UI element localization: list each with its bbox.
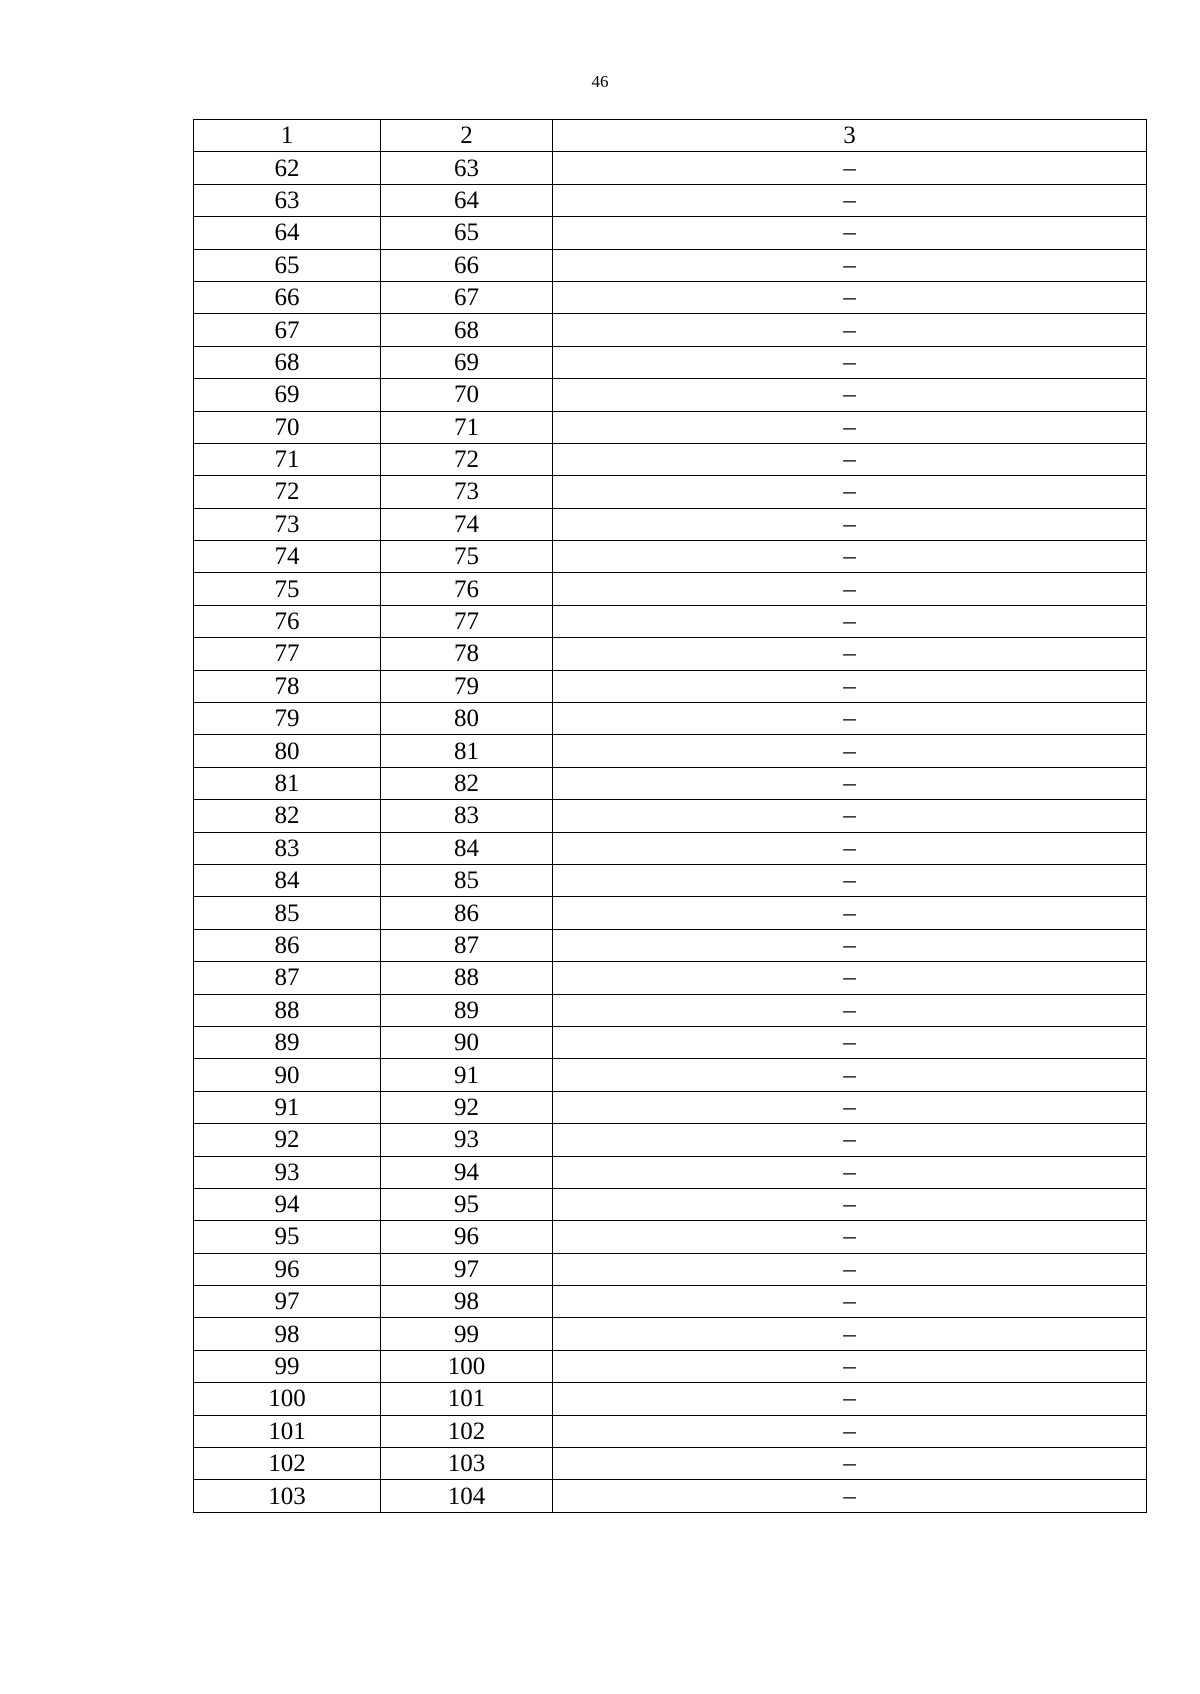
table-cell-col3: – <box>553 605 1147 637</box>
table-row <box>194 1188 1147 1220</box>
table-cell-col3: – <box>553 184 1147 216</box>
table-cell-col2: 82 <box>381 767 553 799</box>
table-cell-col1: 85 <box>194 897 381 929</box>
table-cell-col2: 90 <box>381 1026 553 1058</box>
table-cell-col1: 82 <box>194 800 381 832</box>
table-cell-col3: – <box>553 1286 1147 1318</box>
page-number: 46 <box>591 72 609 91</box>
table-cell-col2: 73 <box>381 476 553 508</box>
table-cell-col1: 94 <box>194 1188 381 1220</box>
table-cell-col1: 100 <box>194 1383 381 1415</box>
table-cell-col1: 96 <box>194 1253 381 1285</box>
table-cell-col3: – <box>553 897 1147 929</box>
table-cell-col2: 98 <box>381 1286 553 1318</box>
table-cell-col3: – <box>553 1091 1147 1123</box>
table-cell-col3: – <box>553 735 1147 767</box>
table-row <box>194 1253 1147 1285</box>
table-row <box>194 346 1147 378</box>
table-cell-col2: 78 <box>381 638 553 670</box>
table-row <box>194 314 1147 346</box>
table-cell-col1: 92 <box>194 1124 381 1156</box>
table-cell-col2: 86 <box>381 897 553 929</box>
table-cell-col1: 70 <box>194 411 381 443</box>
data-table <box>193 119 1147 1513</box>
table-cell-col2: 102 <box>381 1415 553 1447</box>
table-row <box>194 476 1147 508</box>
table-cell-col1: 69 <box>194 379 381 411</box>
table-row <box>194 152 1147 184</box>
table-row <box>194 670 1147 702</box>
table-row <box>194 249 1147 281</box>
table-cell-col1: 90 <box>194 1059 381 1091</box>
table-row <box>194 638 1147 670</box>
table-cell-col1: 71 <box>194 443 381 475</box>
table-cell-col3: – <box>553 379 1147 411</box>
table-cell-col2: 76 <box>381 573 553 605</box>
table-cell-col1: 91 <box>194 1091 381 1123</box>
table-cell-col1: 98 <box>194 1318 381 1350</box>
table-cell-col2: 65 <box>381 217 553 249</box>
table-cell-col1: 86 <box>194 929 381 961</box>
table-cell-col3: – <box>553 800 1147 832</box>
table-cell-col2: 99 <box>381 1318 553 1350</box>
table-cell-col3: – <box>553 1480 1147 1512</box>
table-cell-col2: 97 <box>381 1253 553 1285</box>
table-row <box>194 1318 1147 1350</box>
table-row <box>194 1059 1147 1091</box>
table-row <box>194 800 1147 832</box>
table-cell-col2: 79 <box>381 670 553 702</box>
table-row <box>194 281 1147 313</box>
table-cell-col3: – <box>553 638 1147 670</box>
table-cell-col1: 84 <box>194 864 381 896</box>
table-cell-col1: 76 <box>194 605 381 637</box>
header-cell-col1: 1 <box>194 120 381 152</box>
table-cell-col1: 63 <box>194 184 381 216</box>
table-cell-col1: 77 <box>194 638 381 670</box>
table-cell-col3: – <box>553 541 1147 573</box>
table-cell-col3: – <box>553 411 1147 443</box>
table-cell-col1: 68 <box>194 346 381 378</box>
table-cell-col3: – <box>553 1253 1147 1285</box>
table-cell-col2: 94 <box>381 1156 553 1188</box>
table-cell-col2: 95 <box>381 1188 553 1220</box>
table-cell-col2: 74 <box>381 508 553 540</box>
table-cell-col1: 64 <box>194 217 381 249</box>
table-cell-col1: 66 <box>194 281 381 313</box>
header-cell-col2: 2 <box>381 120 553 152</box>
table-cell-col1: 72 <box>194 476 381 508</box>
table-cell-col3: – <box>553 1350 1147 1382</box>
table-cell-col2: 77 <box>381 605 553 637</box>
table-cell-col2: 72 <box>381 443 553 475</box>
table-cell-col1: 81 <box>194 767 381 799</box>
table-cell-col3: – <box>553 670 1147 702</box>
table-cell-col1: 88 <box>194 994 381 1026</box>
table-cell-col3: – <box>553 476 1147 508</box>
table-cell-col3: – <box>553 832 1147 864</box>
header-cell-col3: 3 <box>553 120 1147 152</box>
table-cell-col1: 80 <box>194 735 381 767</box>
table-row <box>194 1156 1147 1188</box>
table-cell-col2: 63 <box>381 152 553 184</box>
table-cell-col2: 92 <box>381 1091 553 1123</box>
table-body <box>194 120 1147 1513</box>
table-cell-col3: – <box>553 1318 1147 1350</box>
table-cell-col1: 102 <box>194 1448 381 1480</box>
table-cell-col1: 79 <box>194 703 381 735</box>
table-row <box>194 994 1147 1026</box>
table-cell-col1: 103 <box>194 1480 381 1512</box>
table-row <box>194 962 1147 994</box>
table-cell-col3: – <box>553 443 1147 475</box>
table-row <box>194 735 1147 767</box>
table-cell-col2: 103 <box>381 1448 553 1480</box>
table-row <box>194 184 1147 216</box>
table-cell-col2: 96 <box>381 1221 553 1253</box>
table-cell-col1: 78 <box>194 670 381 702</box>
table-cell-col2: 93 <box>381 1124 553 1156</box>
table-cell-col3: – <box>553 573 1147 605</box>
table-cell-col2: 89 <box>381 994 553 1026</box>
table-cell-col3: – <box>553 217 1147 249</box>
table-row <box>194 217 1147 249</box>
table-row <box>194 1286 1147 1318</box>
table-row <box>194 1480 1147 1512</box>
table-row <box>194 1415 1147 1447</box>
table-cell-col2: 67 <box>381 281 553 313</box>
table-cell-col3: – <box>553 1383 1147 1415</box>
table-cell-col2: 71 <box>381 411 553 443</box>
table-cell-col3: – <box>553 152 1147 184</box>
table-cell-col2: 80 <box>381 703 553 735</box>
table-row <box>194 929 1147 961</box>
table-cell-col2: 68 <box>381 314 553 346</box>
table-row <box>194 573 1147 605</box>
table-cell-col1: 73 <box>194 508 381 540</box>
table-cell-col2: 88 <box>381 962 553 994</box>
table-cell-col3: – <box>553 1221 1147 1253</box>
table-row <box>194 1026 1147 1058</box>
table-cell-col2: 87 <box>381 929 553 961</box>
table-cell-col1: 97 <box>194 1286 381 1318</box>
table-cell-col3: – <box>553 249 1147 281</box>
table-cell-col3: – <box>553 1026 1147 1058</box>
table-cell-col3: – <box>553 1448 1147 1480</box>
table-cell-col3: – <box>553 508 1147 540</box>
table-row <box>194 1221 1147 1253</box>
table-row <box>194 1383 1147 1415</box>
table-row <box>194 864 1147 896</box>
table-cell-col3: – <box>553 1124 1147 1156</box>
table-cell-col1: 87 <box>194 962 381 994</box>
table-cell-col3: – <box>553 314 1147 346</box>
table-cell-col3: – <box>553 864 1147 896</box>
table-cell-col1: 75 <box>194 573 381 605</box>
table-cell-col2: 101 <box>381 1383 553 1415</box>
table-cell-col1: 83 <box>194 832 381 864</box>
table-cell-col2: 85 <box>381 864 553 896</box>
table-row <box>194 832 1147 864</box>
table-cell-col2: 64 <box>381 184 553 216</box>
table-cell-col1: 93 <box>194 1156 381 1188</box>
table-row <box>194 1124 1147 1156</box>
table-cell-col3: – <box>553 281 1147 313</box>
table-cell-col3: – <box>553 929 1147 961</box>
table-cell-col3: – <box>553 1415 1147 1447</box>
table-cell-col1: 89 <box>194 1026 381 1058</box>
table-header-row <box>194 120 1147 152</box>
table-cell-col2: 75 <box>381 541 553 573</box>
table-row <box>194 1091 1147 1123</box>
table-cell-col1: 67 <box>194 314 381 346</box>
table-cell-col1: 62 <box>194 152 381 184</box>
table-row <box>194 508 1147 540</box>
table-row <box>194 411 1147 443</box>
table-row <box>194 703 1147 735</box>
table-cell-col1: 65 <box>194 249 381 281</box>
table-cell-col2: 81 <box>381 735 553 767</box>
table-cell-col3: – <box>553 1059 1147 1091</box>
table-cell-col2: 91 <box>381 1059 553 1091</box>
table-cell-col2: 84 <box>381 832 553 864</box>
table-cell-col1: 101 <box>194 1415 381 1447</box>
table-cell-col1: 74 <box>194 541 381 573</box>
table-cell-col3: – <box>553 767 1147 799</box>
table-cell-col2: 69 <box>381 346 553 378</box>
table-cell-col2: 66 <box>381 249 553 281</box>
table-row <box>194 443 1147 475</box>
table-cell-col1: 99 <box>194 1350 381 1382</box>
table-cell-col3: – <box>553 1188 1147 1220</box>
table-cell-col3: – <box>553 703 1147 735</box>
table-cell-col2: 83 <box>381 800 553 832</box>
table-cell-col1: 95 <box>194 1221 381 1253</box>
table-cell-col2: 70 <box>381 379 553 411</box>
table-row <box>194 1350 1147 1382</box>
table-cell-col2: 100 <box>381 1350 553 1382</box>
table-row <box>194 379 1147 411</box>
table-cell-col2: 104 <box>381 1480 553 1512</box>
table-cell-col3: – <box>553 994 1147 1026</box>
table-row <box>194 767 1147 799</box>
table-row <box>194 897 1147 929</box>
table-row <box>194 605 1147 637</box>
table-row <box>194 1448 1147 1480</box>
table-cell-col3: – <box>553 962 1147 994</box>
table-cell-col3: – <box>553 346 1147 378</box>
table-row <box>194 541 1147 573</box>
table-cell-col3: – <box>553 1156 1147 1188</box>
